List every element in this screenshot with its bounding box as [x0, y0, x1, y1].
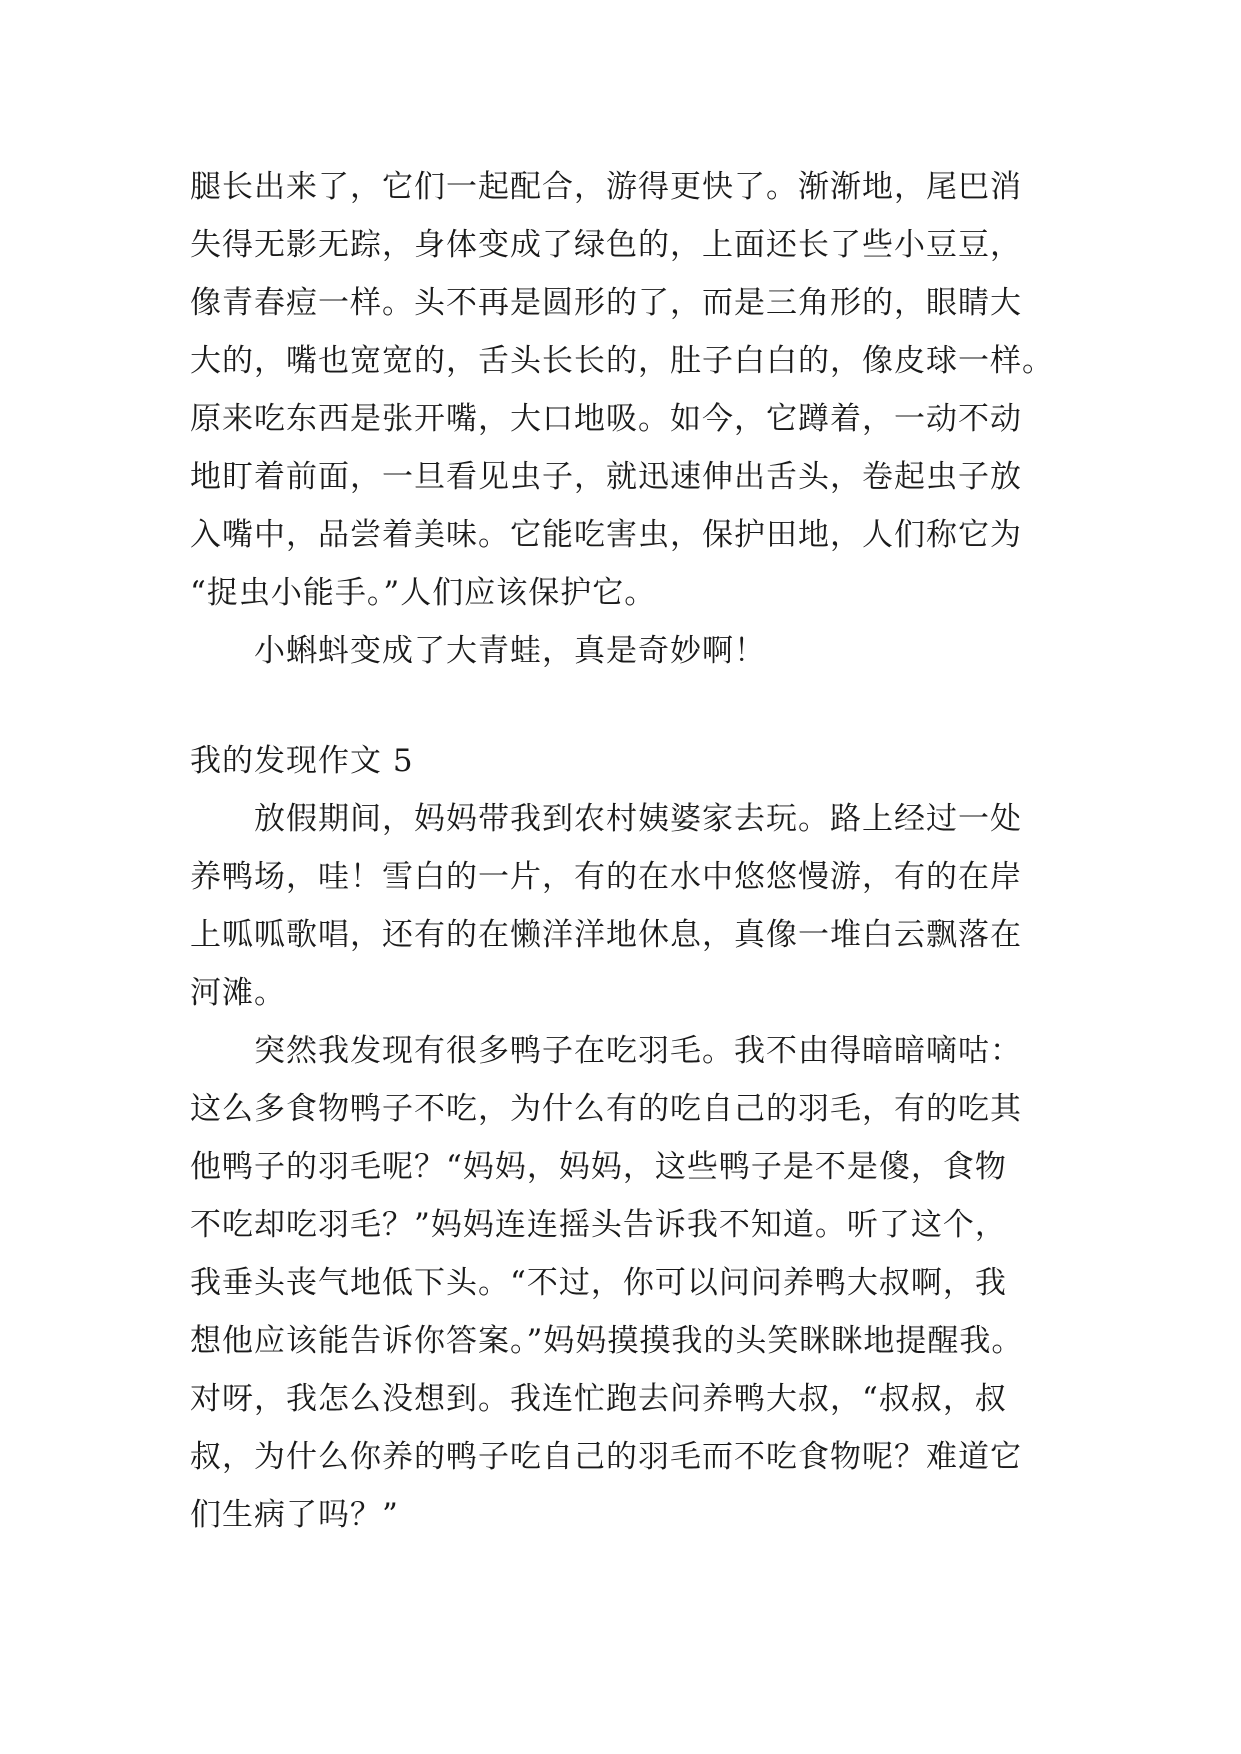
text-line: 这么多食物鸭子不吃，为什么有的吃自己的羽毛，有的吃其: [190, 1091, 1022, 1127]
text-line: 上呱呱歌唱，还有的在懒洋洋地休息，真像一堆白云飘落在: [190, 917, 1022, 953]
section-spacer: [190, 680, 1070, 732]
text-line: 腿长出来了，它们一起配合，游得更快了。渐渐地，尾巴消: [190, 169, 1022, 205]
text-line: 像青春痘一样。头不再是圆形的了，而是三角形的，眼睛大: [190, 285, 1022, 321]
paragraph-tadpole-transformation: [190, 158, 1070, 622]
paragraph-feather-eating: [190, 1022, 1070, 1544]
text-line: 原来吃东西是张开嘴，大口地吸。如今，它蹲着，一动不动: [190, 401, 1022, 437]
text-line: 入嘴中，品尝着美味。它能吃害虫，保护田地，人们称它为: [190, 517, 1022, 553]
text-line: 放假期间，妈妈带我到农村姨婆家去玩。路上经过一处: [254, 801, 1022, 837]
text-line: 养鸭场，哇！雪白的一片，有的在水中悠悠慢游，有的在岸: [190, 859, 1022, 895]
text-line: 他鸭子的羽毛呢？“妈妈，妈妈，这些鸭子是不是傻，食物: [190, 1149, 1007, 1185]
text-line: 我垂头丧气地低下头。“不过，你可以问问养鸭大叔啊，我: [190, 1265, 1007, 1301]
text-line: 突然我发现有很多鸭子在吃羽毛。我不由得暗暗嘀咕：: [254, 1033, 1022, 1069]
document-body: [190, 158, 1070, 1544]
text-line: 地盯着前面，一旦看见虫子，就迅速伸出舌头，卷起虫子放: [190, 459, 1022, 495]
text-line: 想他应该能告诉你答案。”妈妈摸摸我的头笑眯眯地提醒我。: [190, 1323, 1024, 1359]
text-line: 小蝌蚪变成了大青蛙，真是奇妙啊！: [254, 633, 766, 669]
text-line: 不吃却吃羽毛？”妈妈连连摇头告诉我不知道。听了这个，: [190, 1207, 1007, 1243]
section-title: 我的发现作文 5: [190, 743, 414, 779]
text-line: 大的，嘴也宽宽的，舌头长长的，肚子白白的，像皮球一样。: [190, 343, 1054, 379]
text-line: 叔，为什么你养的鸭子吃自己的羽毛而不吃食物呢？难道它: [190, 1439, 1022, 1475]
paragraph-duck-farm: [190, 790, 1070, 1022]
text-line: “捉虫小能手。”人们应该保护它。: [190, 575, 657, 611]
text-line: 失得无影无踪，身体变成了绿色的，上面还长了些小豆豆，: [190, 227, 1022, 263]
text-line: 们生病了吗？”: [190, 1497, 399, 1533]
text-line: 河滩。: [190, 975, 286, 1011]
text-line: 对呀，我怎么没想到。我连忙跑去问养鸭大叔，“叔叔，叔: [190, 1381, 1007, 1417]
paragraph-conclusion: [190, 622, 1070, 680]
